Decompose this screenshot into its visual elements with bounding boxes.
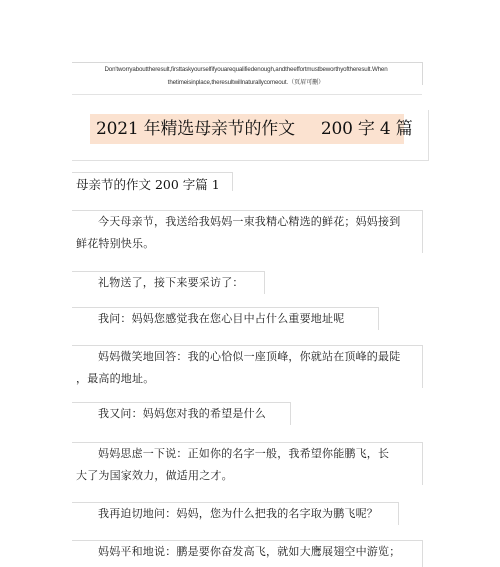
paragraph-7: 我再迫切地问：妈妈，您为什么把我的名字取为鹏飞呢？	[98, 507, 378, 520]
paragraph-2: 礼物送了，接下来要采访了：	[98, 276, 244, 289]
paragraph-line: 今天母亲节，我送给我妈妈一束我精心精选的鲜花；妈妈接到	[98, 215, 401, 228]
paragraph-3: 我问：妈妈您感觉我在您心目中占什么重要地址呢	[98, 312, 345, 325]
header-quote	[76, 64, 416, 89]
paragraph-line: 鲜花特别快乐。	[76, 237, 155, 250]
header-quote-line-2: thetimeisinplace,theresultwillnaturallycomeout.（页眉可删）	[167, 78, 325, 86]
paragraph-4	[76, 346, 422, 390]
paragraph-6	[76, 443, 422, 487]
paragraph-line: ，最高的地址。	[76, 372, 155, 385]
paragraph-line: 大了为国家效力，做适用之才。	[76, 469, 233, 482]
paragraph-8: 妈妈平和地说：鹏是要你奋发高飞，就如大鹰展翅空中游览；	[98, 545, 401, 558]
paragraph-line: 妈妈微笑地回答：我的心恰似一座顶峰，你就站在顶峰的最陡	[98, 350, 401, 363]
document-title	[96, 116, 413, 142]
paragraph-5: 我又问：妈妈您对我的希望是什么	[98, 407, 266, 420]
section-subtitle: 母亲节的作文 200 字篇 1	[76, 177, 220, 192]
title-count: 200 字 4 篇	[320, 119, 413, 139]
paragraph-line: 妈妈思虑一下说：正如你的名字一般，我希望你能鹏飞，长	[98, 447, 390, 460]
header-quote-line-1: Don'tworryabouttheresult,firsttaskyourselfifyouarequalifiedenough,andtheeffortmustbeworthyoftheresult.When	[104, 66, 388, 73]
header-divider	[72, 94, 422, 95]
title-main: 2021 年精选母亲节的作文	[96, 119, 295, 139]
paragraph-1	[76, 211, 422, 255]
